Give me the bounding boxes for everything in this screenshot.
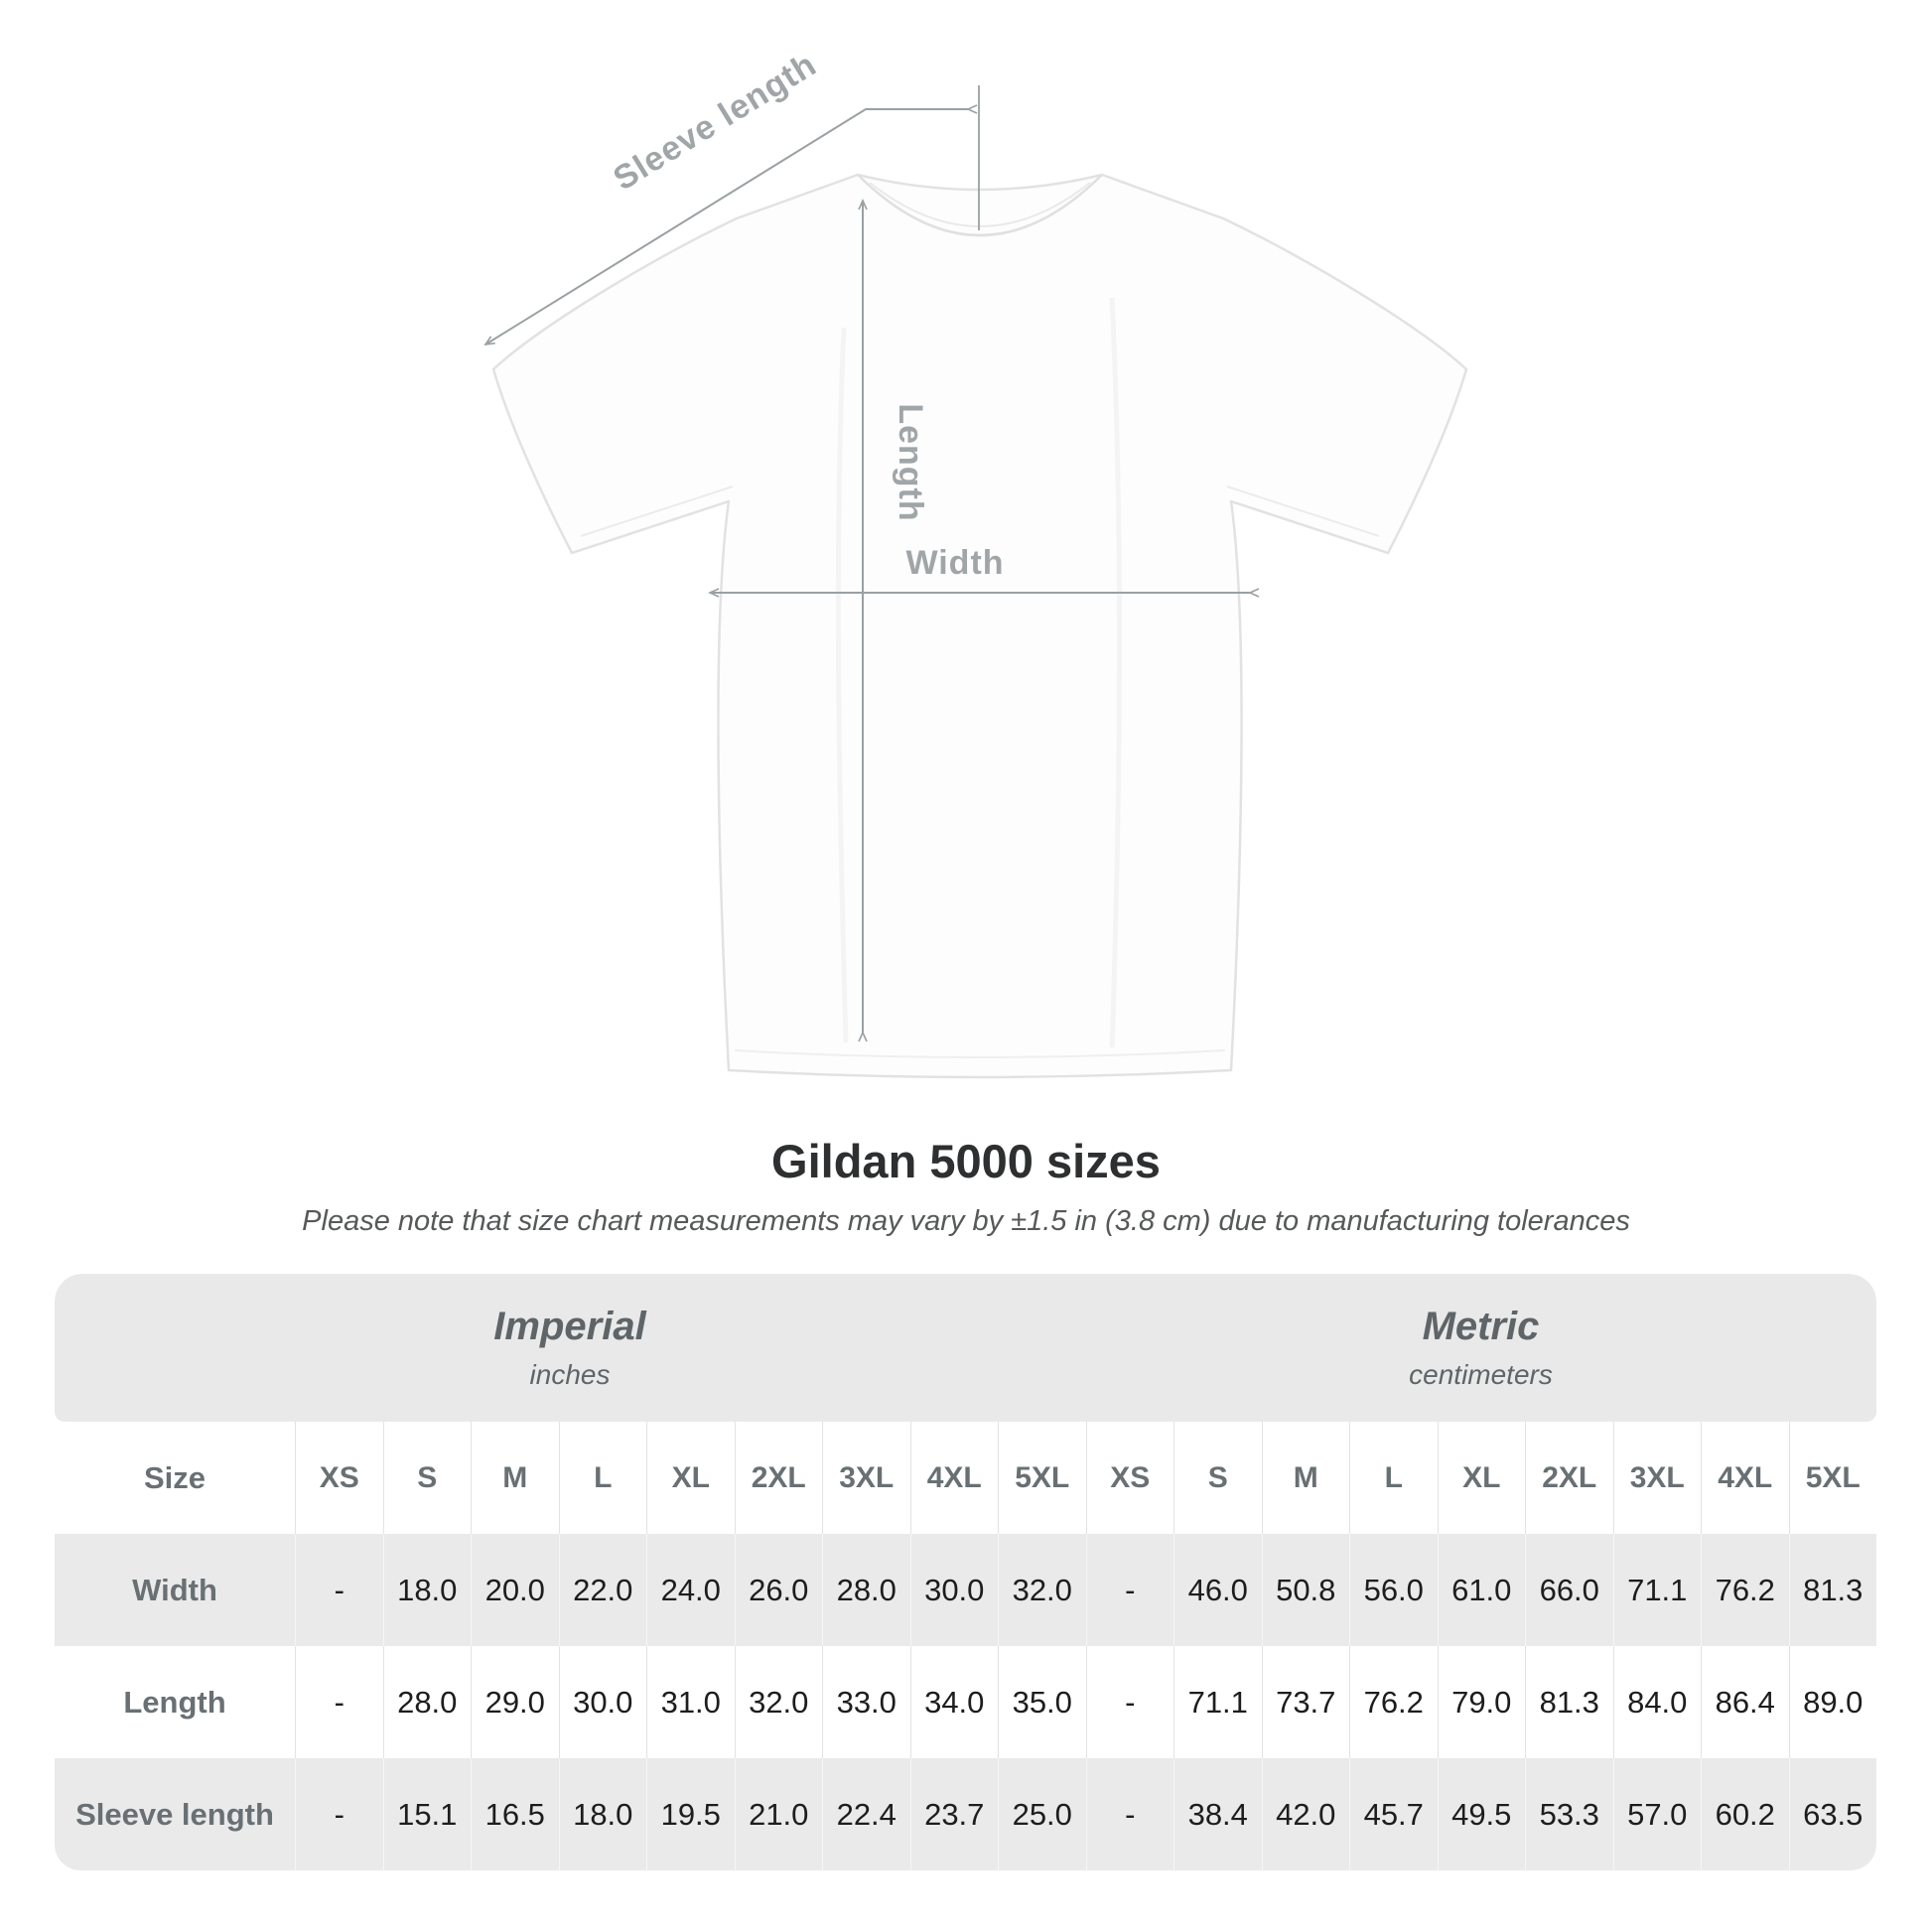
table-cell: 71.1: [1173, 1646, 1262, 1758]
table-cell: 25.0: [998, 1758, 1086, 1870]
size-header: 4XL: [910, 1422, 999, 1534]
row-label: Length: [123, 1684, 226, 1720]
unit-group-imperial: [55, 1274, 1085, 1422]
table-cell: 73.7: [1262, 1646, 1350, 1758]
size-header-row: [55, 1422, 1876, 1534]
size-column-header: Size: [143, 1459, 207, 1495]
table-cell: 21.0: [735, 1758, 823, 1870]
page-title: Gildan 5000 sizes: [771, 1135, 1161, 1187]
table-cell: 28.0: [383, 1646, 472, 1758]
tshirt-image: [493, 175, 1466, 1077]
table-cell: 19.5: [646, 1758, 735, 1870]
table-cell: 16.5: [471, 1758, 559, 1870]
size-table: [55, 1274, 1876, 1870]
size-header: 2XL: [1525, 1422, 1613, 1534]
table-cell: 29.0: [471, 1646, 559, 1758]
size-header: L: [1349, 1422, 1438, 1534]
table-cell: 23.7: [910, 1758, 999, 1870]
imperial-heading: Imperial: [493, 1305, 646, 1348]
sleeve-length-label: Sleeve length: [607, 45, 824, 199]
size-header: XL: [1438, 1422, 1526, 1534]
table-row-length: [55, 1646, 1876, 1758]
metric-unit: centimeters: [1409, 1359, 1553, 1390]
table-cell: 18.0: [559, 1758, 647, 1870]
table-cell: 76.2: [1701, 1534, 1789, 1646]
table-cell: 53.3: [1525, 1758, 1613, 1870]
table-cell: 71.1: [1613, 1534, 1702, 1646]
table-cell: 79.0: [1438, 1646, 1526, 1758]
table-row-width: [55, 1534, 1876, 1646]
width-label: Width: [905, 544, 1005, 582]
table-cell: 45.7: [1349, 1758, 1438, 1870]
size-header: 3XL: [822, 1422, 910, 1534]
table-cell: 18.0: [383, 1534, 472, 1646]
table-cell: 81.3: [1789, 1534, 1877, 1646]
length-label: Length: [892, 403, 929, 522]
metric-heading: Metric: [1422, 1305, 1540, 1348]
row-label: Width: [132, 1572, 217, 1607]
tolerance-note: Please note that size chart measurements may vary by ±1.5 in (3.8 cm) due to manufacturing tolerances: [302, 1205, 1630, 1238]
table-cell: 35.0: [998, 1646, 1086, 1758]
size-header: M: [471, 1422, 559, 1534]
table-cell: 63.5: [1789, 1758, 1877, 1870]
table-cell: 33.0: [822, 1646, 910, 1758]
size-header: XS: [1086, 1422, 1174, 1534]
table-cell: 76.2: [1349, 1646, 1438, 1758]
table-cell: 32.0: [998, 1534, 1086, 1646]
table-cell: -: [295, 1646, 383, 1758]
size-header: 4XL: [1701, 1422, 1789, 1534]
table-cell: 20.0: [471, 1534, 559, 1646]
table-cell: 46.0: [1173, 1534, 1262, 1646]
table-cell: 66.0: [1525, 1534, 1613, 1646]
table-cell: 86.4: [1701, 1646, 1789, 1758]
table-cell: 42.0: [1262, 1758, 1350, 1870]
size-header: 2XL: [735, 1422, 823, 1534]
table-cell: 61.0: [1438, 1534, 1526, 1646]
size-header: S: [1173, 1422, 1262, 1534]
table-cell: 84.0: [1613, 1646, 1702, 1758]
table-cell: 26.0: [735, 1534, 823, 1646]
size-header: XS: [295, 1422, 383, 1534]
table-cell: 24.0: [646, 1534, 735, 1646]
table-cell: 34.0: [910, 1646, 999, 1758]
size-header: 5XL: [998, 1422, 1086, 1534]
table-cell: 30.0: [559, 1646, 647, 1758]
table-cell: -: [1086, 1758, 1174, 1870]
table-cell: 50.8: [1262, 1534, 1350, 1646]
table-cell: 22.4: [822, 1758, 910, 1870]
table-cell: 31.0: [646, 1646, 735, 1758]
size-header: S: [383, 1422, 472, 1534]
table-cell: 30.0: [910, 1534, 999, 1646]
table-row-sleeve-length: [55, 1758, 1876, 1870]
table-cell: 22.0: [559, 1534, 647, 1646]
table-cell: -: [295, 1534, 383, 1646]
table-cell: -: [1086, 1646, 1174, 1758]
table-cell: -: [1086, 1534, 1174, 1646]
size-header: 3XL: [1613, 1422, 1702, 1534]
table-cell: 15.1: [383, 1758, 472, 1870]
table-cell: 49.5: [1438, 1758, 1526, 1870]
size-header: M: [1262, 1422, 1350, 1534]
row-label: Sleeve length: [75, 1796, 274, 1832]
table-cell: 60.2: [1701, 1758, 1789, 1870]
unit-group-metric: [1085, 1274, 1876, 1422]
table-cell: 38.4: [1173, 1758, 1262, 1870]
table-cell: 56.0: [1349, 1534, 1438, 1646]
table-cell: 81.3: [1525, 1646, 1613, 1758]
size-header: XL: [646, 1422, 735, 1534]
table-cell: 57.0: [1613, 1758, 1702, 1870]
title-block: [0, 1134, 1932, 1238]
table-cell: 32.0: [735, 1646, 823, 1758]
imperial-unit: inches: [529, 1359, 611, 1390]
table-cell: 89.0: [1789, 1646, 1877, 1758]
size-header: 5XL: [1789, 1422, 1877, 1534]
unit-header-row: [55, 1274, 1876, 1422]
table-cell: -: [295, 1758, 383, 1870]
table-cell: 28.0: [822, 1534, 910, 1646]
size-header: L: [559, 1422, 647, 1534]
